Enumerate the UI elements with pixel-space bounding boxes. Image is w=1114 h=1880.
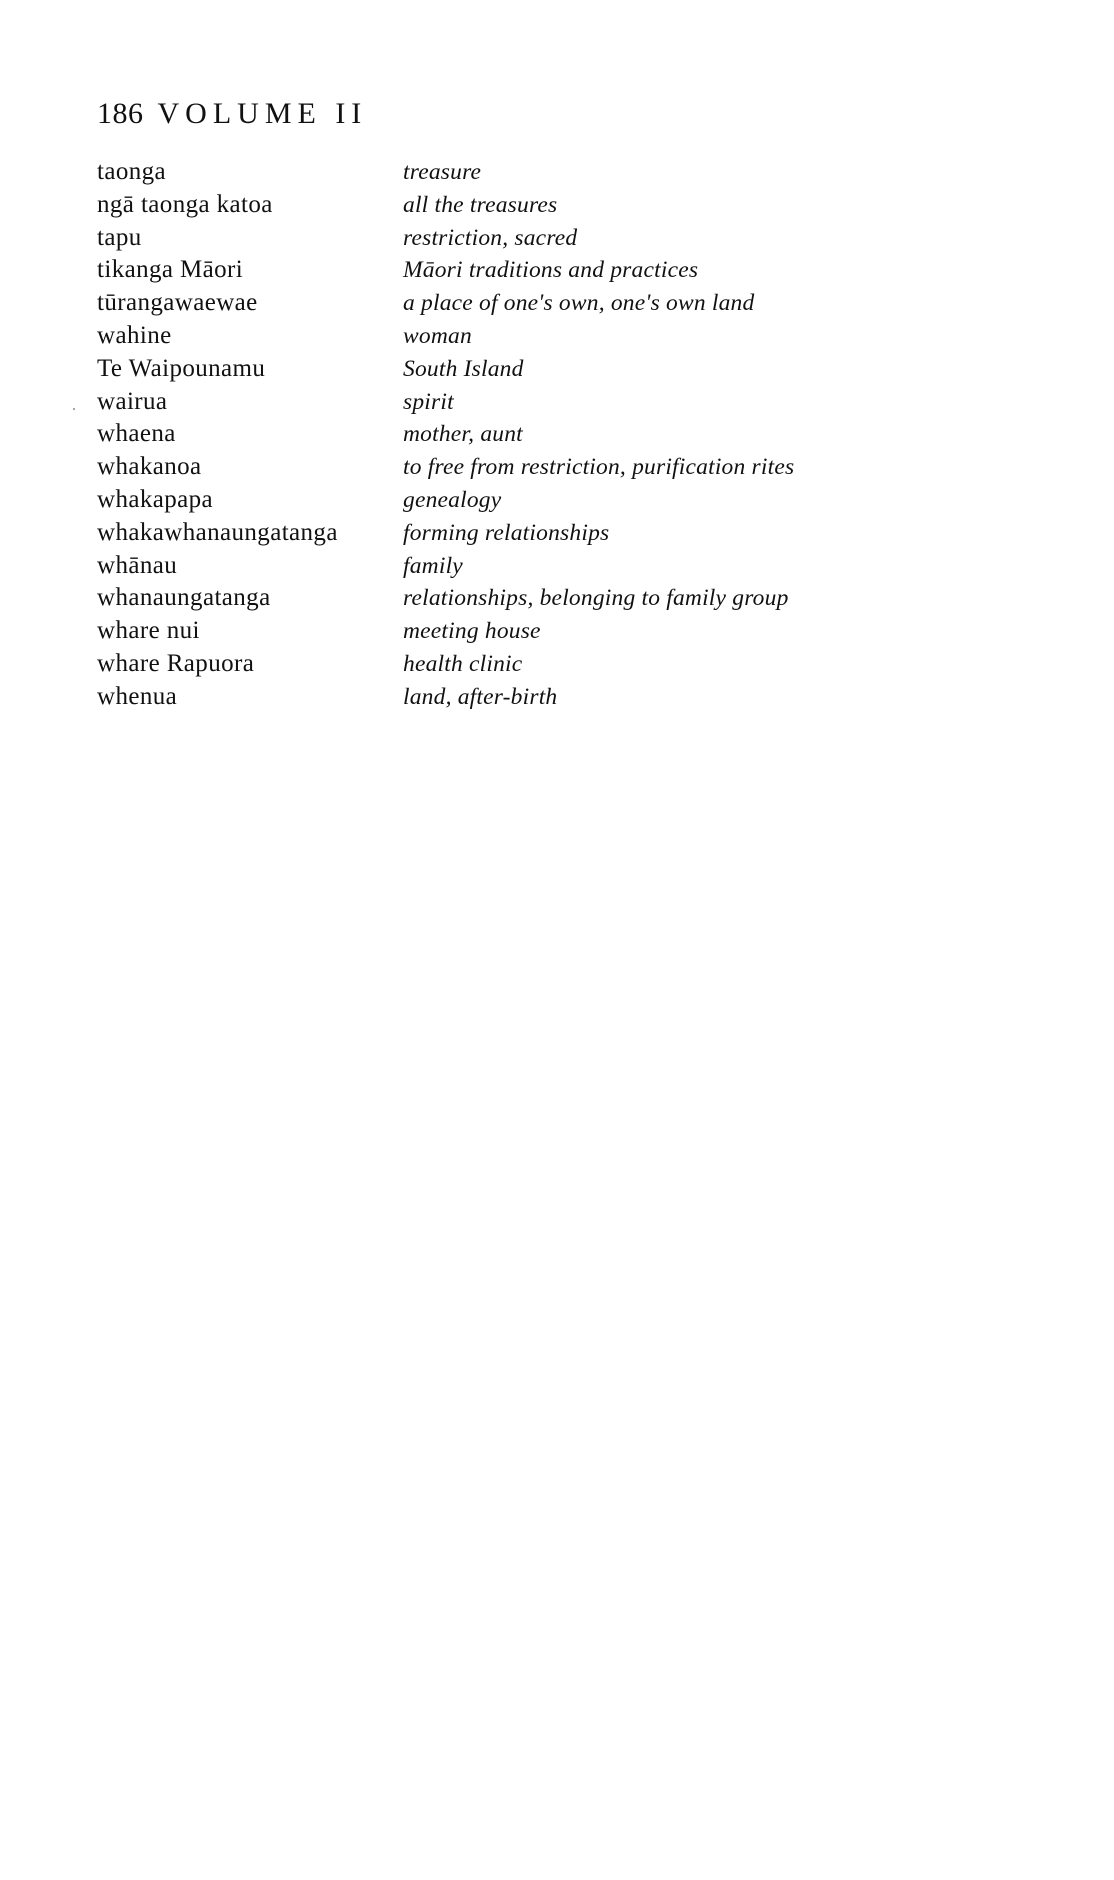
glossary-entry bbox=[97, 418, 1057, 451]
glossary-meaning: Māori traditions and practices bbox=[403, 257, 699, 284]
glossary-meaning: to free from restriction, purification rites bbox=[403, 454, 795, 481]
glossary-meaning: mother, aunt bbox=[403, 421, 523, 448]
glossary-entry bbox=[97, 287, 1057, 320]
glossary-entry bbox=[97, 681, 1057, 714]
glossary-term: ngā taonga katoa bbox=[97, 190, 273, 218]
glossary-term: whakawhanaungatanga bbox=[97, 518, 338, 546]
glossary-entry bbox=[97, 320, 1057, 353]
glossary-term: taonga bbox=[97, 158, 167, 185]
glossary-term: whenua bbox=[97, 682, 178, 710]
glossary-meaning: genealogy bbox=[403, 486, 502, 513]
glossary-entry bbox=[97, 156, 1057, 189]
glossary-entry bbox=[97, 484, 1057, 517]
glossary-term: whaena bbox=[97, 420, 176, 448]
glossary-entry bbox=[97, 582, 1057, 615]
glossary-term: wahine bbox=[97, 321, 172, 349]
stray-mark bbox=[73, 408, 75, 410]
glossary-entry bbox=[97, 189, 1057, 222]
running-head bbox=[97, 96, 367, 132]
glossary-meaning: spirit bbox=[403, 388, 454, 415]
glossary-entry bbox=[97, 353, 1057, 386]
glossary-meaning: land, after-birth bbox=[403, 683, 558, 710]
glossary-meaning: health clinic bbox=[403, 650, 523, 677]
glossary-meaning: treasure bbox=[403, 159, 482, 185]
glossary-term: whanaungatanga bbox=[97, 584, 271, 612]
glossary-meaning: restriction, sacred bbox=[403, 224, 578, 251]
glossary-term: tikanga Māori bbox=[97, 256, 244, 284]
glossary-term: tūrangawaewae bbox=[97, 289, 258, 317]
glossary-list bbox=[97, 156, 1057, 714]
glossary-entry bbox=[97, 615, 1057, 648]
glossary-term: whare Rapuora bbox=[97, 649, 255, 677]
glossary-meaning: meeting house bbox=[403, 618, 541, 645]
glossary-term: whakapapa bbox=[97, 485, 214, 513]
glossary-entry bbox=[97, 386, 1057, 419]
glossary-term: whānau bbox=[97, 551, 178, 579]
glossary-term: Te Waipounamu bbox=[97, 354, 266, 382]
glossary-meaning: all the treasures bbox=[403, 191, 558, 218]
glossary-meaning: a place of one's own, one's own land bbox=[403, 290, 755, 317]
glossary-term: tapu bbox=[97, 223, 142, 251]
glossary-entry bbox=[97, 254, 1057, 287]
page-number: 186 bbox=[97, 97, 144, 130]
glossary-term: whare nui bbox=[97, 617, 200, 645]
glossary-term: whakanoa bbox=[97, 453, 202, 481]
glossary-entry bbox=[97, 517, 1057, 550]
glossary-term: wairua bbox=[97, 387, 168, 415]
glossary-meaning: forming relationships bbox=[403, 519, 610, 546]
glossary-meaning: woman bbox=[403, 322, 472, 349]
volume-title: VOLUME II bbox=[157, 97, 368, 130]
glossary-entry bbox=[97, 550, 1057, 583]
glossary-meaning: relationships, belonging to family group bbox=[403, 585, 789, 612]
glossary-meaning: family bbox=[403, 552, 463, 579]
glossary-entry bbox=[97, 451, 1057, 484]
glossary-entry bbox=[97, 222, 1057, 255]
glossary-meaning: South Island bbox=[403, 355, 524, 382]
glossary-entry bbox=[97, 648, 1057, 681]
